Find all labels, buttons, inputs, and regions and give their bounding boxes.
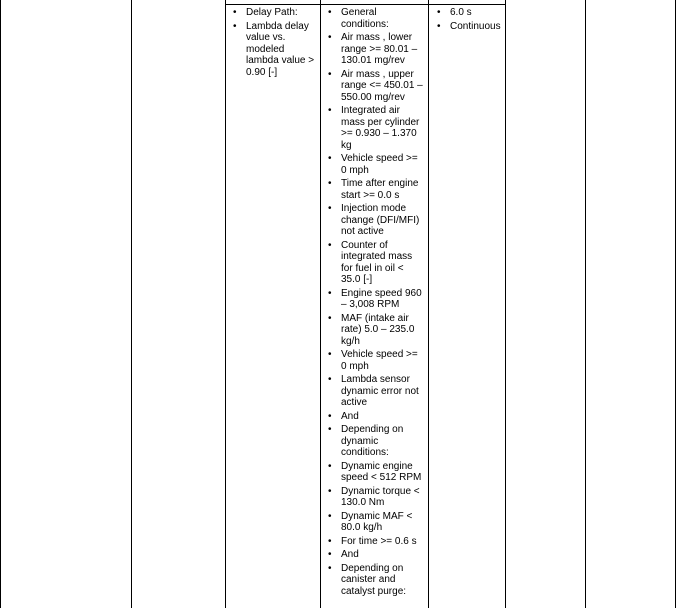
- enable-conditions-list: [325, 7, 425, 597]
- list-item: • Vehicle speed >= 0 mph: [325, 153, 425, 176]
- malfunction-criteria-list: [230, 7, 318, 78]
- table-column-divider: [505, 0, 506, 608]
- list-item: • Air mass , upper range <= 450.01 – 550.00 mg/rev: [325, 69, 425, 104]
- table-column-divider: [585, 0, 586, 608]
- list-item: • Dynamic MAF < 80.0 kg/h: [325, 511, 425, 534]
- table-column-divider: [320, 0, 321, 608]
- table-column-divider: [131, 0, 132, 608]
- list-item: • Integrated air mass per cylinder >= 0.930 – 1.370 kg: [325, 105, 425, 151]
- list-item: • For time >= 0.6 s: [325, 536, 425, 548]
- list-item: • MAF (intake air rate) 5.0 – 235.0 kg/h: [325, 313, 425, 348]
- list-item: • Continuous: [434, 21, 509, 33]
- list-item: • Lambda sensor dynamic error not active: [325, 374, 425, 409]
- list-item: • And: [325, 549, 425, 561]
- list-item: • Depending on dynamic conditions:: [325, 424, 425, 459]
- table-column-divider: [428, 0, 429, 608]
- list-item: • Delay Path:: [230, 7, 318, 19]
- list-item: • Counter of integrated mass for fuel in oil < 35.0 [-]: [325, 240, 425, 286]
- enable-conditions-cell: [325, 7, 425, 599]
- table-column-divider: [225, 0, 226, 608]
- list-item: • Dynamic engine speed < 512 RPM: [325, 461, 425, 484]
- time-required-cell: [434, 7, 509, 34]
- list-item: • Air mass , lower range >= 80.01 – 130.01 mg/rev: [325, 32, 425, 67]
- list-item: • Dynamic torque < 130.0 Nm: [325, 486, 425, 509]
- list-item: • And: [325, 411, 425, 423]
- list-item: • Lambda delay value vs. modeled lambda value > 0.90 [-]: [230, 21, 318, 79]
- table-border-left: [0, 0, 1, 608]
- list-item: • General conditions:: [325, 7, 425, 30]
- list-item: • Injection mode change (DFI/MFI) not active: [325, 203, 425, 238]
- list-item: • Time after engine start >= 0.0 s: [325, 178, 425, 201]
- list-item: • 6.0 s: [434, 7, 509, 19]
- table-border-right: [675, 0, 676, 608]
- table-row-divider: [225, 4, 506, 5]
- malfunction-criteria-cell: [230, 7, 318, 80]
- list-item: • Depending on canister and catalyst purge:: [325, 563, 425, 598]
- list-item: • Engine speed 960 – 3,008 RPM: [325, 288, 425, 311]
- time-required-list: [434, 7, 509, 32]
- list-item: • Vehicle speed >= 0 mph: [325, 349, 425, 372]
